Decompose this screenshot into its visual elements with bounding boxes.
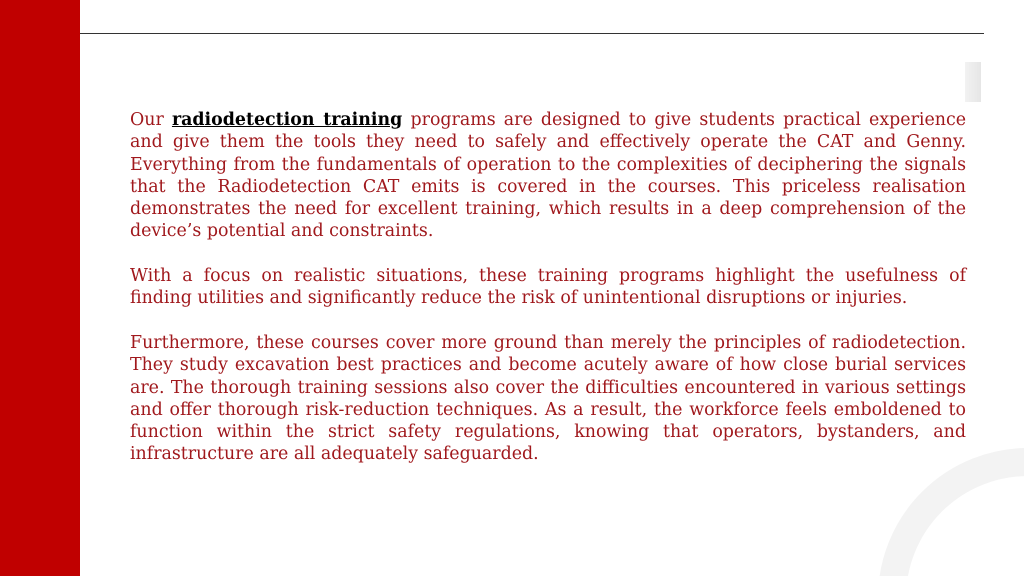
- radiodetection-training-link[interactable]: radiodetection training: [171, 110, 403, 130]
- body-text: [130, 109, 966, 488]
- top-divider-line: [80, 33, 984, 34]
- paragraph-furthermore: Furthermore, these courses cover more ground than merely the principles of radiodetection. They study excavation best practices and become acutely aware of how close burial services are. The thorough training sessions also cover the difficulties encountered in various settings and offer thorough risk-reduction techniques. As a result, the workforce feels emboldened to function within the strict safety regulations, knowing that operators, bystanders, and infrastructure are all adequately safeguarded.: [130, 332, 966, 465]
- side-decoration-tab: [965, 62, 981, 102]
- paragraph-intro-lead: Our: [130, 110, 172, 130]
- paragraph-intro: [130, 109, 966, 243]
- paragraph-intro-text: programs are designed to give students practical experience and give them the tools they need to safely and effectively operate the CAT and Genny. Everything from the fundamentals of operation to the complexities of deciphering the signals that the Radiodetection CAT emits is covered in the courses. This priceless realisation demonstrates the need for excellent training, which results in a deep comprehension of the device’s potential and constraints.: [130, 110, 966, 242]
- paragraph-realistic-situations: With a focus on realistic situations, these training programs highlight the usefulness of finding utilities and significantly reduce the risk of unintentional disruptions or injuries.: [130, 266, 966, 309]
- left-accent-bar: [0, 0, 80, 576]
